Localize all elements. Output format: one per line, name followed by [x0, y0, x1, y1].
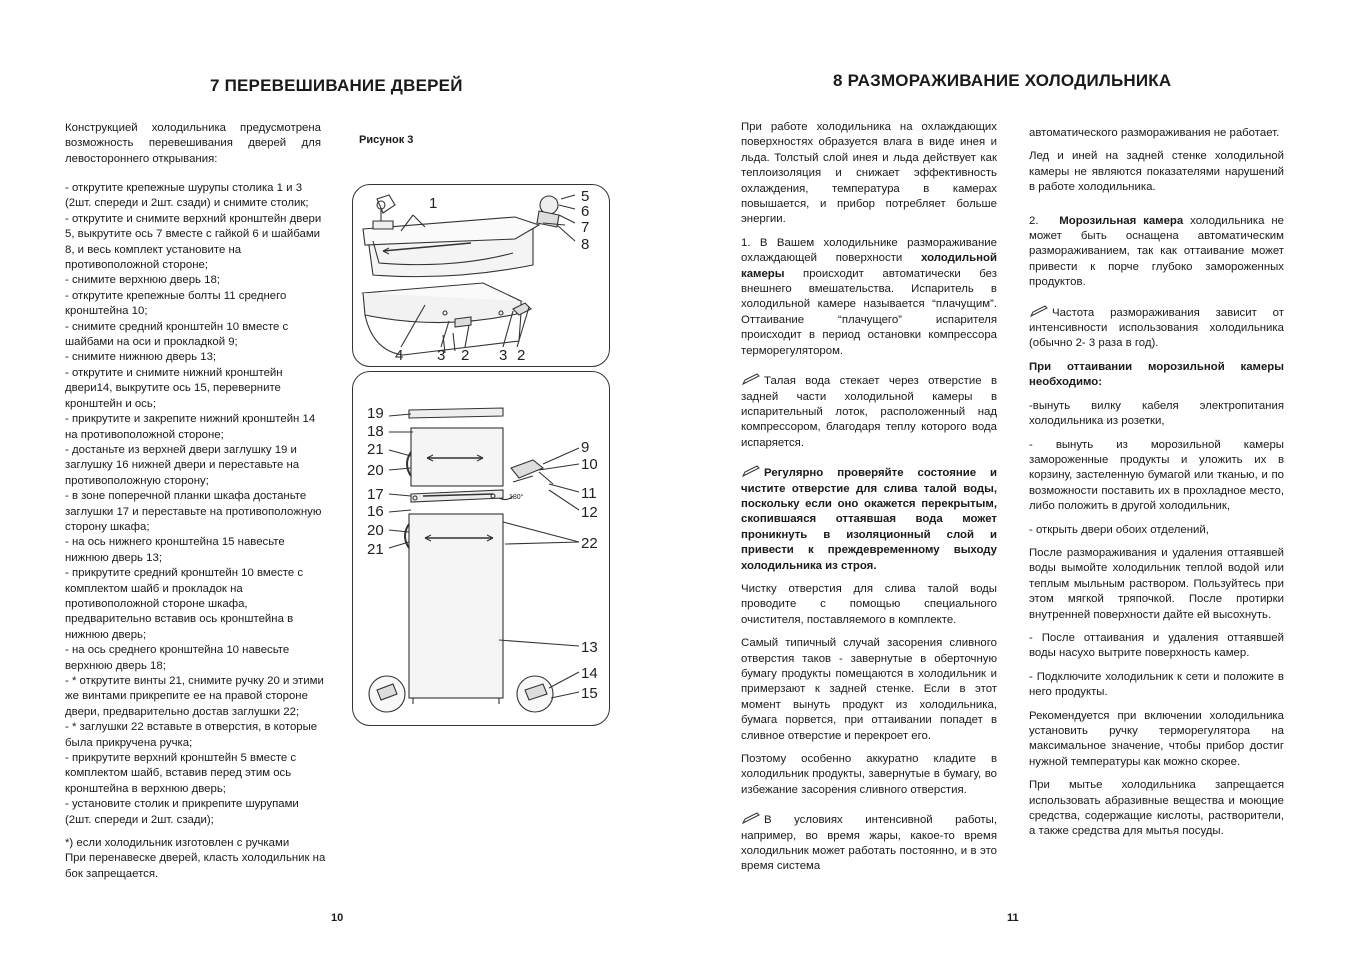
- step-line: - открутите крепежные шурупы столика 1 и 3: [65, 182, 303, 194]
- fig-label: 2: [517, 347, 526, 364]
- footnote-line: бок запрещается.: [65, 867, 159, 880]
- step-line: противоположной стороне;: [65, 259, 209, 272]
- fig-label: 21: [367, 441, 384, 458]
- paragraph: - После оттаивания и удаления оттаявшей воды насухо вытрите поверхность камер.: [1029, 631, 1284, 660]
- fig-label: 8: [581, 236, 590, 253]
- paragraph: Поэтому особенно аккуратно кладите в холодильник продукты, завернутые в бумагу, во избежание засорения сливного отверстия.: [741, 753, 997, 796]
- step-line: кронштейна в верхнюю дверь;: [65, 782, 226, 795]
- text-run: В условиях интенсивной работы, например, во время жары, какое-то время холодильник может работать постоянно, и в это время система: [741, 814, 997, 873]
- pencil-icon: [1029, 305, 1049, 317]
- rotation-angle-label: 180°: [509, 494, 524, 501]
- fig-label: 12: [581, 504, 598, 521]
- step-line: - снимите верхнюю дверь 18;: [65, 274, 220, 287]
- step-line: нижнюю дверь;: [65, 628, 147, 641]
- paragraph: [1029, 305, 1284, 352]
- step-line: - на ось среднего кронштейна 10 навесьте: [65, 644, 290, 657]
- step-line: противоположную сторону;: [65, 474, 209, 487]
- pencil-icon: [741, 465, 761, 477]
- step-line: - прикрутите средний кронштейн 10 вместе с: [65, 567, 304, 580]
- fig-label: 21: [367, 541, 384, 558]
- fig-label: 14: [581, 665, 598, 682]
- paragraph: При мытье холодильника запрещается использовать абразивные вещества и моющие средства, содержащие кислоты, растворители, а также средства для мытья посуды.: [1029, 779, 1284, 838]
- paragraph: Чистку отверстия для слива талой воды проводите с помощью специального очистителя, поставляемого в комплекте.: [741, 582, 997, 626]
- fig-label: 18: [367, 423, 384, 440]
- door-reversal-steps: [65, 181, 330, 828]
- step-line: - достаньте из верхней двери заглушку 19 и: [65, 443, 297, 456]
- text-run: холодильника не может быть оснащена автоматическим размораживанием, так как оттаивание может привести к порче глубоко замороженных продуктов.: [1029, 214, 1285, 289]
- step-line: - открутите и снимите нижний кронштейн: [65, 366, 283, 379]
- pencil-icon: [741, 373, 761, 385]
- step-line: шайбами на оси и прокладкой 9;: [65, 336, 238, 349]
- step-line: комплектом шайб и прокладок на: [65, 582, 243, 595]
- step-line: была прикручена ручка;: [65, 736, 193, 749]
- fig-label: 20: [367, 522, 384, 539]
- fig-label: 4: [395, 347, 404, 364]
- paragraph: После размораживания и удаления оттаявшей воды вымойте холодильник теплой водой или теплым мыльным раствором. Пользуйтесь при этом мягкой тряпочкой. После протирки внутренней поверхности дайте ей высохнуть.: [1029, 546, 1284, 621]
- door-reversal-diagram: [353, 372, 609, 725]
- figure-bottom-panel: [352, 371, 610, 726]
- intro-paragraph: Конструкцией холодильника предусмотрена возможность перевешивания дверей для левостороннего открывания:: [65, 122, 321, 165]
- fig-label: 3: [437, 347, 446, 364]
- fig-label: 16: [367, 503, 384, 520]
- paragraph: При работе холодильника на охлаждающих поверхностях образуется влага в виде инея и льда. Толстый слой инея и льда действует как теплоизоляция и снижает эффективность охлаждения, температура в камерах повышается, и прибор потребляет больше энергии.: [741, 121, 997, 226]
- step-line: противоположной стороне шкафа,: [65, 597, 248, 610]
- text-run: происходит автоматически без внешнего вмешательства. Испаритель в холодильной камере называется “плачущим”. Оттаивание “плачущего” испарителя происходит в период остановки компрессора терморегулятором.: [741, 267, 997, 357]
- step-line: кронштейна 10;: [65, 305, 148, 318]
- text-run: 2.: [1029, 214, 1039, 227]
- step-line: (2шт. спереди и 2шт. сзади);: [65, 813, 214, 826]
- step-line: - снимите средний кронштейн 10 вместе с: [65, 320, 289, 333]
- step-line: кронштейн и ось;: [65, 397, 156, 410]
- fig-label: 20: [367, 462, 384, 479]
- step-line: на противоположной стороне;: [65, 428, 224, 441]
- text-run: Частота размораживания зависит от интенсивности использования холодильника (обычно 2- 3 раза в год).: [1029, 306, 1284, 350]
- paragraph: [741, 236, 997, 359]
- step-line: - снимите нижнюю дверь 13;: [65, 351, 217, 364]
- step-line: - установите столик и прикрепите шурупами: [65, 798, 299, 811]
- paragraph: [1029, 214, 1284, 291]
- step-line: верхнюю дверь 18;: [65, 659, 166, 672]
- paragraph: [741, 373, 997, 451]
- fig-label: 5: [581, 188, 590, 205]
- step-line: 8, и весь комплект установите на: [65, 243, 242, 256]
- step-line: 5, выкрутите ось 7 вместе с гайкой 6 и шайбами: [65, 228, 321, 241]
- page-title-right: 8 РАЗМОРАЖИВАНИЕ ХОЛОДИЛЬНИКА: [833, 71, 1172, 90]
- paragraph: - открыть двери обоих отделений,: [1029, 523, 1209, 536]
- step-line: - прикрутите и закрепите нижний кронштейн 14: [65, 413, 316, 426]
- warning-paragraph: [741, 465, 997, 574]
- step-line: комплектом шайб, вставив перед этим ось: [65, 767, 292, 780]
- fig-label: 7: [581, 219, 590, 236]
- step-line: заглушку 16 нижней двери и переставьте на: [65, 459, 300, 472]
- step-line: - * открутите винты 21, снимите ручку 20 и этими: [65, 675, 324, 687]
- paragraph: [741, 812, 997, 875]
- bold-run: холодильной камеры: [741, 252, 997, 280]
- step-line: же винтами прикрепите ее на правой стороне: [65, 690, 308, 703]
- step-line: сторону шкафа;: [65, 520, 150, 533]
- fig-label: 22: [581, 535, 598, 552]
- fig-label: 2: [461, 347, 470, 364]
- step-line: двери, предварительно достав заглушки 22;: [65, 705, 300, 718]
- fig-label: 17: [367, 486, 384, 503]
- footnote-line: При перенавеске дверей, класть холодильник на: [65, 852, 326, 865]
- fig-label: 6: [581, 203, 590, 220]
- fig-label: 3: [499, 347, 508, 364]
- fig-label: 15: [581, 685, 598, 702]
- text-run: Регулярно проверяйте состояние и чистите отверстие для слива талой воды, поскольку если оно окажется перекрытым, скопившаяся оттаявшая вода может проникнуть в изоляционный слой и привести к преждевременному выходу холодильника из строя.: [741, 467, 997, 572]
- page-number-left: 10: [331, 912, 344, 924]
- page-number-right: 11: [1007, 912, 1019, 924]
- paragraph: - вынуть из морозильной камеры замороженные продукты и уложить их в корзину, застеленную бумагой или тканью, и по возможности поставить их в прохладное место, либо положить в другой холодильник,: [1029, 438, 1284, 513]
- bold-run: Морозильная камера: [1059, 214, 1184, 227]
- defrost-column-2: [1029, 126, 1284, 840]
- fig-label: 9: [581, 439, 590, 456]
- step-line: - открутите крепежные болты 11 среднего: [65, 289, 287, 302]
- text-run: Талая вода стекает через отверстие в задней части холодильной камеры в испарительный лоток, расположенный над компрессором, благодаря теплу которого вода испаряется.: [741, 375, 997, 449]
- step-line: заглушки 17 и переставьте на противоположную: [65, 505, 322, 518]
- paragraph: - Подключите холодильник к сети и положите в него продукты.: [1029, 670, 1284, 699]
- tabletop-removal-diagram: [353, 185, 609, 366]
- figure-top-panel: [352, 184, 610, 367]
- page-title-left: 7 ПЕРЕВЕШИВАНИЕ ДВЕРЕЙ: [210, 76, 463, 95]
- pencil-icon: [741, 812, 761, 824]
- step-line: - на ось нижнего кронштейна 15 навесьте: [65, 536, 285, 549]
- footnote-line: *) если холодильник изготовлен с ручками: [65, 837, 290, 849]
- paragraph: -вынуть вилку кабеля электропитания холодильника из розетки,: [1029, 399, 1284, 428]
- fig-label: 19: [367, 405, 384, 422]
- subheading: При оттаивании морозильной камеры необходимо:: [1029, 360, 1284, 389]
- step-line: предварительно вставив ось кронштейна в: [65, 613, 294, 626]
- paragraph: Самый типичный случай засорения сливного отверстия таков - завернутые в оберточную бумагу продукты помещаются в холодильник и примерзают к задней стенке. Если в этот момент вынуть продукт из холодильника, бумага порвется, при оттаивании попадет в сливное отверстие и перекроет его.: [741, 637, 997, 742]
- defrost-column-1: [741, 120, 997, 875]
- fig-label: 11: [581, 485, 597, 502]
- step-line: - открутите и снимите верхний кронштейн двери: [65, 212, 322, 225]
- paragraph: Лед и иней на задней стенке холодильной камеры не являются показателями нарушений в работе холодильника.: [1029, 150, 1284, 194]
- footnote: [65, 836, 330, 882]
- fig-label: 13: [581, 639, 598, 656]
- text-run: 1. В Вашем холодильнике размораживание охлаждающей поверхности: [741, 236, 997, 265]
- fig-label: 1: [429, 195, 438, 212]
- paragraph: автоматического размораживания не работает.: [1029, 127, 1280, 139]
- paragraph: Рекомендуется при включении холодильника установить ручку терморегулятора на максимальное значение, чтобы прибор достиг нужной температуры как можно скорее.: [1029, 709, 1284, 768]
- step-line: - в зоне поперечной планки шкафа достаньте: [65, 490, 307, 503]
- step-line: - * заглушки 22 вставьте в отверстия, в которые: [65, 721, 318, 734]
- step-line: двери14, выкрутите ось 15, переверните: [65, 382, 281, 395]
- fig-label: 10: [581, 456, 598, 473]
- step-line: - прикрутите верхний кронштейн 5 вместе с: [65, 752, 297, 765]
- step-line: (2шт. спереди и 2шт. сзади) и снимите столик;: [65, 197, 309, 210]
- step-line: нижнюю дверь 13;: [65, 551, 162, 564]
- figure-caption: Рисунок 3: [359, 134, 414, 146]
